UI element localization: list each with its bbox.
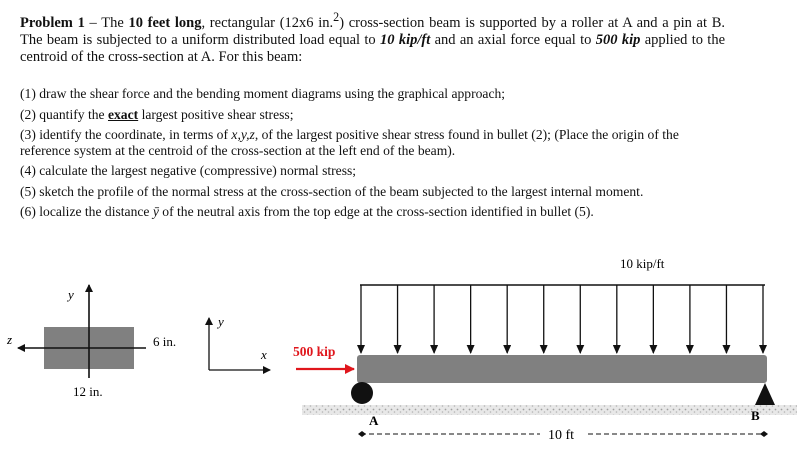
support-b-pin xyxy=(751,383,775,423)
problem-text-3: and an axial force equal to xyxy=(430,31,596,48)
cross-section-y-label: y xyxy=(68,287,74,302)
task-3-post: , of the largest positive shear stress found in bullet (2); (Place the origin of the reference system at the centroid of the cross-section at the left end of the beam). xyxy=(20,127,679,158)
cross-section-width-label: 12 in. xyxy=(73,384,103,399)
length-dimension xyxy=(358,428,768,443)
distributed-load-label: 10 kip/ft xyxy=(620,256,665,271)
axes-y-label: y xyxy=(218,314,224,329)
axes-x-label: x xyxy=(261,347,267,362)
problem-text-4: applied to the centroid of the cross-section at A. For this beam: xyxy=(20,31,726,65)
cross-section-z-label: z xyxy=(7,332,13,347)
task-item-4: (4) calculate the largest negative (compressive) normal stress; xyxy=(20,163,357,178)
roller-icon xyxy=(351,382,373,404)
problem-label: Problem 1 xyxy=(20,14,85,31)
task-2-post: largest positive shear stress; xyxy=(138,106,294,122)
cross-section xyxy=(6,285,176,399)
task-2-pre: (2) quantify the xyxy=(20,106,108,122)
task-6-post: of the neutral axis from the top edge at the cross-section identified in bullet (5). xyxy=(158,204,594,219)
axial-force xyxy=(293,344,354,369)
pin-triangle-icon xyxy=(755,383,775,405)
coordinate-axes xyxy=(209,314,270,370)
task-item-5: (5) sketch the profile of the normal stress at the cross-section of the beam subjected to the largest internal moment. xyxy=(20,183,644,199)
axial-force-label: 500 kip xyxy=(293,344,336,359)
support-a-label: A xyxy=(369,413,379,428)
cross-section-height-label: 6 in. xyxy=(153,334,177,349)
task-3-vars: x,y,z xyxy=(231,127,255,142)
dimension-end-left xyxy=(358,431,366,437)
problem-text-2: ) cross-section beam is supported by a roller at A and a pin at B. The beam is subjected to a uniform distributed load equal to xyxy=(20,14,726,48)
area-superscript: 2 xyxy=(333,10,340,24)
load-arrows xyxy=(361,285,763,353)
task-item-1: (1) draw the shear force and the bending moment diagrams using the graphical approach; xyxy=(20,86,506,101)
task-6-ybar: ȳ xyxy=(152,204,159,219)
force-value-bold: 500 kip xyxy=(595,31,641,48)
problem-text-1: , rectangular (12x6 in. xyxy=(201,14,334,31)
beam-length-bold: 10 feet long xyxy=(128,14,202,31)
task-2-exact: exact xyxy=(107,106,139,122)
load-value-bold: 10 kip/ft xyxy=(380,31,431,48)
beam xyxy=(357,355,767,383)
distributed-load xyxy=(360,256,765,353)
support-b-label: B xyxy=(751,408,760,423)
dimension-label: 10 ft xyxy=(548,428,575,443)
dimension-end-right xyxy=(760,431,768,437)
task-6-pre: (6) localize the distance xyxy=(20,204,153,219)
problem-dash: – The xyxy=(84,14,129,31)
task-3-pre: (3) identify the coordinate, in terms of xyxy=(20,127,232,142)
